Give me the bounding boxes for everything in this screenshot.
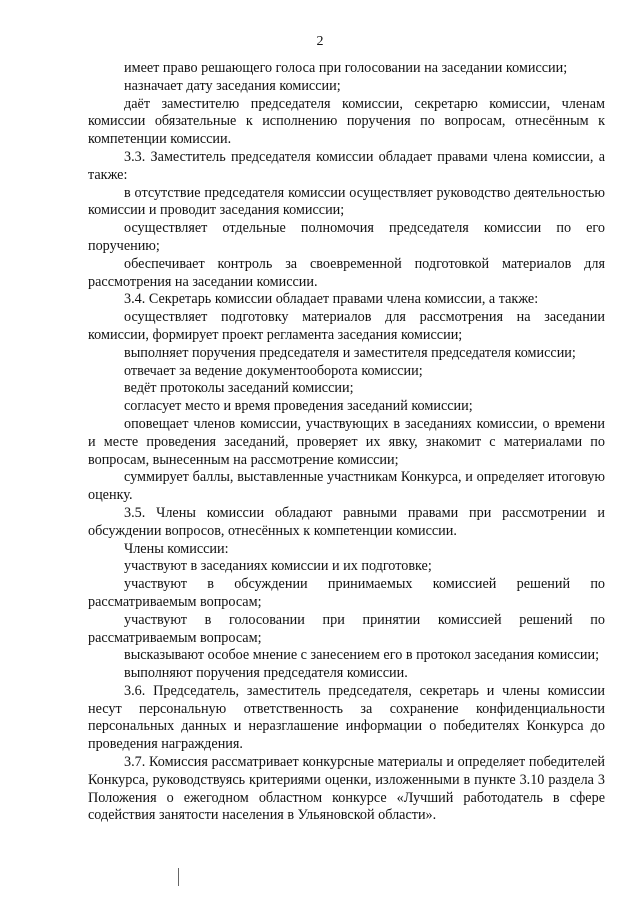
paragraph: участвуют в заседаниях комиссии и их подготовке; <box>124 558 432 575</box>
paragraph: выполняют поручения председателя комиссии. <box>124 665 408 682</box>
document-body <box>88 60 605 825</box>
paragraph: участвуют в обсуждении принимаемых комиссией решений по рассматриваемым вопросам; <box>88 576 605 610</box>
paragraph: 3.6. Председатель, заместитель председателя, секретарь и члены комиссии несут персональную ответственность за сохранение конфиденциальности персональных данных и неразглашение информации о победителях Конкурса до проведения награждения. <box>88 682 605 753</box>
paragraph: согласует место и время проведения заседаний комиссии; <box>124 398 473 415</box>
scan-artifact <box>178 868 179 886</box>
paragraph: осуществляет подготовку материалов для рассмотрения на заседании комиссии, формирует проект регламента заседания комиссии; <box>88 309 605 343</box>
paragraph: отвечает за ведение документооборота комиссии; <box>124 362 423 379</box>
paragraph: 3.7. Комиссия рассматривает конкурсные материалы и определяет победителей Конкурса, руководствуясь критериями оценки, изложенными в пункте 3.10 раздела 3 Положения о ежегодном областном конкурсе «Лучший работодатель в сфере содействия занятости населения в Ульяновской области». <box>88 754 605 824</box>
paragraph: ведёт протоколы заседаний комиссии; <box>124 380 354 397</box>
paragraph: оповещает членов комиссии, участвующих в заседаниях комиссии, о времени и месте проведения заседаний, проверяет их явку, знакомит с материалами по вопросам, вынесенным на рассмотрение комиссии; <box>88 415 605 468</box>
paragraph: 3.5. Члены комиссии обладают равными правами при рассмотрении и обсуждении вопросов, отнесённых к компетенции комиссии. <box>88 504 605 539</box>
paragraph: в отсутствие председателя комиссии осуществляет руководство деятельностью комиссии и проводит заседания комиссии; <box>88 184 605 219</box>
paragraph: имеет право решающего голоса при голосовании на заседании комиссии; <box>124 60 568 76</box>
paragraph: осуществляет отдельные полномочия председателя комиссии по его поручению; <box>88 220 605 254</box>
paragraph: даёт заместителю председателя комиссии, секретарю комиссии, членам комиссии обязательные к исполнению поручения по вопросам, отнесённым к компетенции комиссии. <box>88 95 605 148</box>
paragraph: суммирует баллы, выставленные участникам Конкурса, и определяет итоговую оценку. <box>88 469 605 504</box>
paragraph: Члены комиссии: <box>124 540 229 557</box>
paragraph: 3.3. Заместитель председателя комиссии обладает правами члена комиссии, а также: <box>88 148 605 183</box>
paragraph: назначает дату заседания комиссии; <box>124 77 341 94</box>
paragraph: 3.4. Секретарь комиссии обладает правами члена комиссии, а также: <box>124 291 539 308</box>
page-number: 2 <box>316 34 324 49</box>
paragraph: обеспечивает контроль за своевременной подготовкой материалов для рассмотрения на заседании комиссии. <box>88 255 605 290</box>
paragraph: высказывают особое мнение с занесением его в протокол заседания комиссии; <box>124 647 600 664</box>
paragraph: участвуют в голосовании при принятии комиссией решений по рассматриваемым вопросам; <box>88 611 605 646</box>
paragraph: выполняет поручения председателя и заместителя председателя комиссии; <box>124 344 576 361</box>
